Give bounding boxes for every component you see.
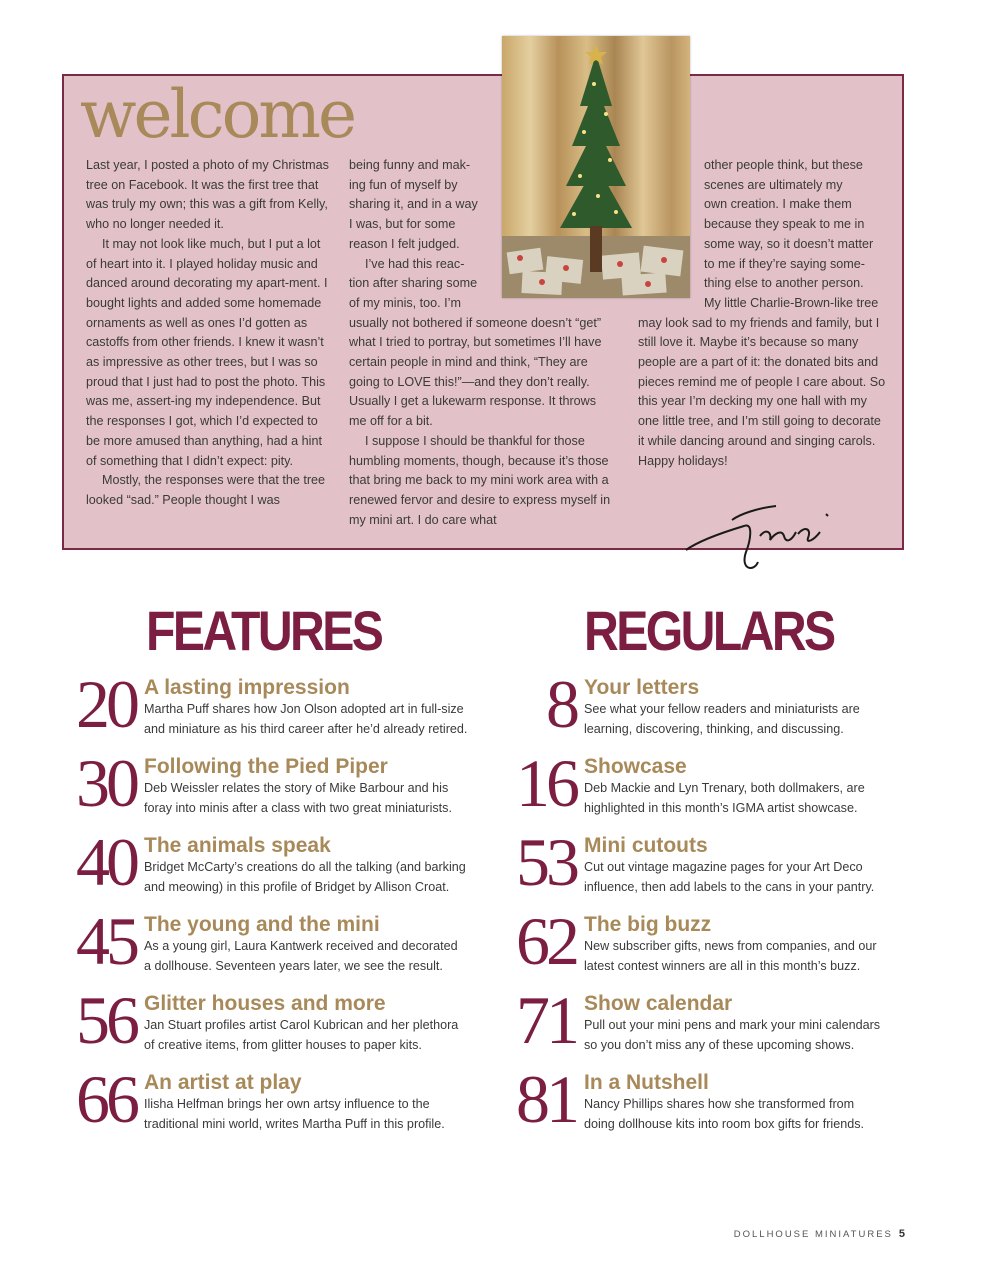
- article-description: Ilisha Helfman brings her own artsy influence to the traditional mini world, writes Martha Puff in this profile.: [144, 1097, 445, 1131]
- text-line: scenes are ultimately my: [704, 177, 843, 192]
- article-description: Pull out your mini pens and mark your mini calendars so you don’t miss any of these upcoming shows.: [584, 1018, 881, 1052]
- article-description: Deb Mackie and Lyn Trenary, both dollmakers, are highlighted in this month’s IGMA artist showcase.: [584, 781, 865, 815]
- paragraph: I suppose I should be thankful for those humbling moments, though, because it’s those that bring me back to my mini work area with a renewed fervor and desire to express myself in my mini art. I do care what: [349, 433, 611, 527]
- text-line: other people think, but these: [704, 158, 863, 172]
- text-line: reason I felt judged.: [349, 236, 460, 251]
- paragraph: Mostly, the responses were that the tree looked “sad.” People thought I was: [86, 473, 326, 507]
- page-number: 53: [516, 824, 576, 900]
- article-title: Mini cutouts: [584, 834, 708, 857]
- article-description: See what your fellow readers and miniaturists are learning, discovering, thinking, and discussing.: [584, 702, 860, 736]
- article-title: In a Nutshell: [584, 1071, 709, 1094]
- paragraph: may look sad to my friends and family, but I still love it. Maybe it’s because so many people are a part of it: the donated bits and pieces remind me of people I care about. So this year I’m decking my one hall with my one little tree, and I’m still going to decorate it while dancing around and singing carols. Happy holidays!: [638, 315, 886, 468]
- signature: [680, 492, 840, 578]
- article-title: The young and the mini: [144, 913, 380, 936]
- page-footer: [734, 1228, 905, 1240]
- article-title: Following the Pied Piper: [144, 755, 388, 778]
- text-line: of my minis, too. I’m: [349, 295, 461, 310]
- paragraph: It may not look like much, but I put a lot of heart into it. I played holiday music and danced around decorating my apart-ment. I bought lights and added some homemade ornaments as well as ones I’d gotten as castoffs from other friends. I knew it wasn’t as impressive as other trees, but I was so proud that I just had to post the photo. This was me, assert-ing my independence. But the responses I got, which I’d expected to be more amused than anything, had a hint of something that I didn’t expect: pity.: [86, 236, 328, 468]
- article-description: Bridget McCarty’s creations do all the talking (and barking and meowing) in this profile of Bridget by Allison Croat.: [144, 860, 466, 894]
- page-number: 40: [76, 824, 136, 900]
- page-number: 20: [76, 666, 136, 742]
- page-number: 71: [516, 982, 576, 1058]
- page-number-footer: 5: [898, 1228, 905, 1240]
- page-number: 16: [516, 745, 576, 821]
- article-description: Cut out vintage magazine pages for your Art Deco influence, then add labels to the cans in your pantry.: [584, 860, 875, 894]
- article-title: Glitter houses and more: [144, 992, 386, 1015]
- article-title: Showcase: [584, 755, 687, 778]
- article-title: Show calendar: [584, 992, 733, 1015]
- page-number: 66: [76, 1061, 136, 1137]
- article-description: Jan Stuart profiles artist Carol Kubrican and her plethora of creative items, from glitter houses to paper kits.: [144, 1018, 459, 1052]
- page-number: 45: [76, 903, 136, 979]
- text-line: My little Charlie-Brown-like tree: [704, 295, 879, 310]
- page-number: 30: [76, 745, 136, 821]
- page-number: 8: [546, 666, 576, 742]
- article-description: As a young girl, Laura Kantwerk received and decorated a dollhouse. Seventeen years later, we see the result.: [144, 939, 458, 973]
- article-description: New subscriber gifts, news from companies, and our latest contest winners are all in this month’s buzz.: [584, 939, 877, 973]
- regulars-heading: REGULARS: [584, 599, 834, 662]
- article-title: Your letters: [584, 676, 700, 699]
- paragraph: Last year, I posted a photo of my Christmas tree on Facebook. It was the first tree that was truly my own; this was a gift from Kelly, who no longer needed it.: [86, 158, 329, 232]
- article-description: Martha Puff shares how Jon Olson adopted art in full-size and miniature as his third career after he’d already retired.: [144, 702, 468, 736]
- page-number: 62: [516, 903, 576, 979]
- text-line: to me if they’re saying some-: [704, 256, 865, 271]
- article-title: A lasting impression: [144, 676, 350, 699]
- magazine-name: DOLLHOUSE MINIATURES: [733, 1229, 893, 1240]
- text-line: some way, so it doesn’t matter: [704, 236, 874, 251]
- features-heading: FEATURES: [146, 599, 382, 662]
- welcome-title: welcome: [80, 76, 355, 153]
- text-line: being funny and mak-: [349, 158, 471, 172]
- text-line: sharing it, and in a way: [349, 197, 478, 212]
- text-line: own creation. I make them: [704, 197, 852, 212]
- welcome-column-1: [86, 156, 334, 511]
- page-number: 81: [516, 1061, 576, 1137]
- text-line: tion after sharing some: [349, 276, 478, 291]
- article-title: An artist at play: [144, 1071, 302, 1094]
- article-description: Deb Weissler relates the story of Mike Barbour and his foray into minis after a class with two great miniaturists.: [144, 781, 452, 815]
- page-number: 56: [76, 982, 136, 1058]
- text-line: I was, but for some: [349, 217, 456, 232]
- text-line: I’ve had this reac-: [365, 256, 465, 271]
- text-line: because they speak to me in: [704, 217, 865, 232]
- article-title: The big buzz: [584, 913, 712, 936]
- text-line: thing else to another person.: [704, 276, 864, 291]
- paragraph: usually not bothered if someone doesn’t “get” what I tried to portray, but sometimes I’ll have certain people in mind and think, “They are going to LOVE this!”—and they don’t really. Usually I get a lukewarm response. It throws me off for a bit.: [349, 315, 602, 429]
- text-line: ing fun of myself by: [349, 177, 458, 192]
- article-description: Nancy Phillips shares how she transformed from doing dollhouse kits into room box gifts for friends.: [584, 1097, 865, 1131]
- christmas-tree-photo: [502, 36, 690, 298]
- article-title: The animals speak: [144, 834, 331, 857]
